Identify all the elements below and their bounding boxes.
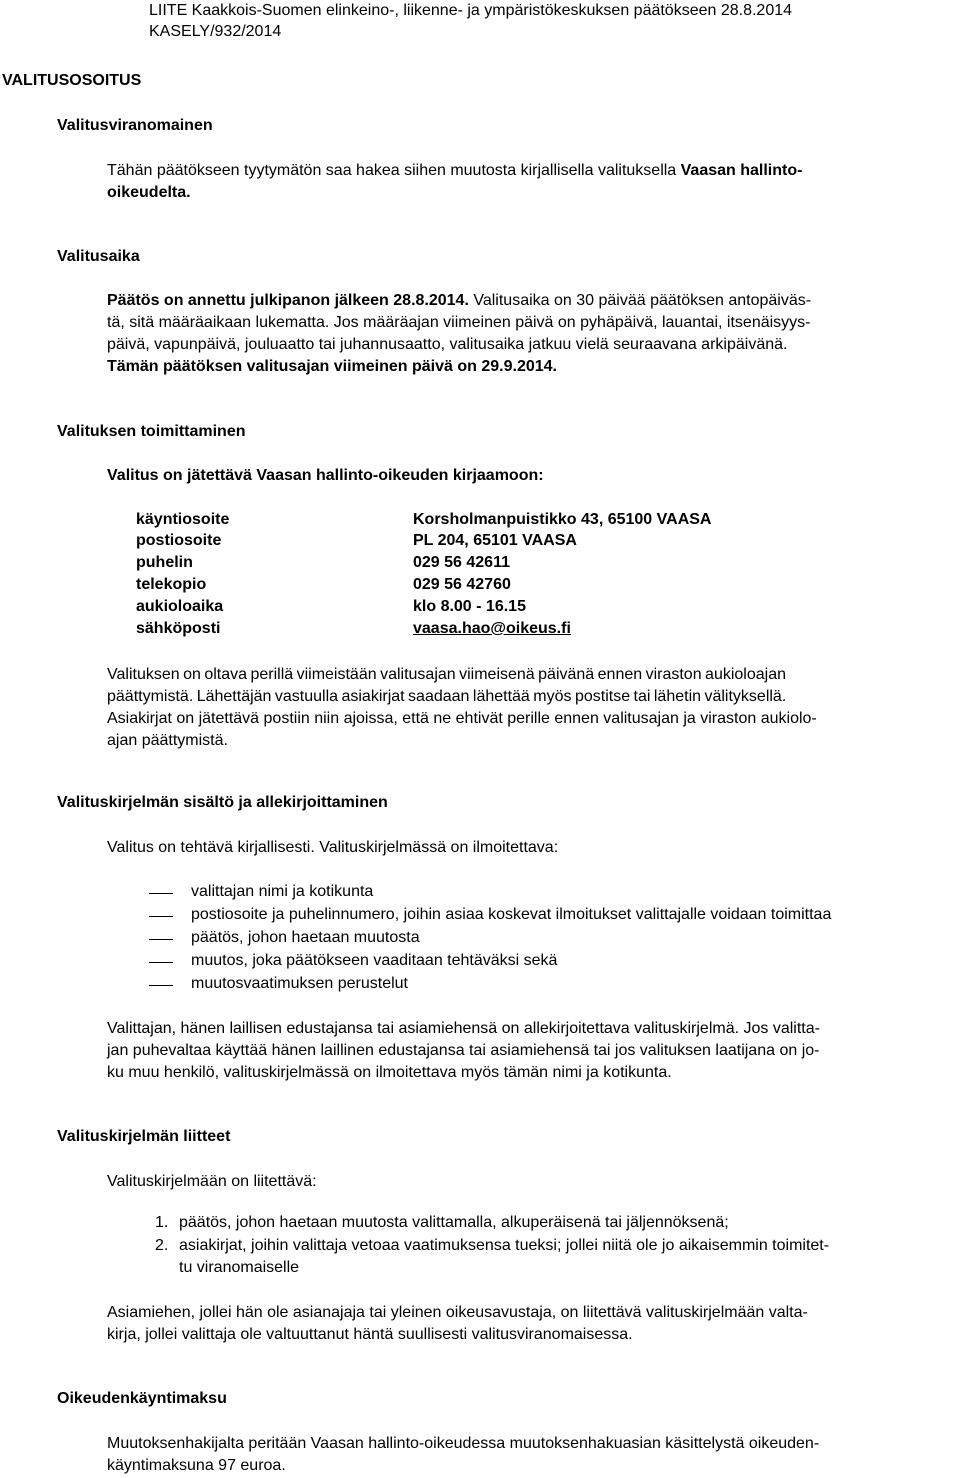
maksu-para-line-2: käyntimaksuna 97 euroa. <box>107 1457 286 1474</box>
section-heading-valitusviranomainen: Valitusviranomainen <box>57 117 213 134</box>
list-item: muutos, joka päätökseen vaaditaan tehtäväksi sekä <box>191 952 558 969</box>
contact-label: puhelin <box>136 554 193 571</box>
email-link[interactable]: vaasa.hao@oikeus.fi <box>413 620 571 637</box>
section-heading-valitusaika: Valitusaika <box>57 248 140 265</box>
list-item: päätös, johon haetaan muutosta <box>191 929 420 946</box>
sisalto-para-line-3: ku muu henkilö, valituskirjelmässä on ilmoitettava myös tämän nimi ja kotikunta. <box>107 1064 672 1081</box>
decision-date-statement: Päätös on annettu julkipanon jälkeen 28.8.2014. <box>107 292 469 309</box>
dash-bullet <box>149 916 173 917</box>
document-header-line-1: LIITE Kaakkois-Suomen elinkeino-, liikenne- ja ympäristökeskuksen päätökseen 28.8.2014 <box>149 2 793 19</box>
contact-label: sähköposti <box>136 620 221 637</box>
dash-bullet <box>149 893 173 894</box>
numbered-item-number: 1. <box>155 1214 169 1231</box>
list-item: valittajan nimi ja kotikunta <box>191 883 374 900</box>
toimittaminen-para-line-3: Asiakirjat on jätettävä postiin niin ajoissa, että ne ehtivät perille ennen valitusajan ja viraston aukiolo- <box>107 710 817 727</box>
section-heading-sisalto: Valituskirjelmän sisältö ja allekirjoittaminen <box>57 794 388 811</box>
section-heading-toimittaminen: Valituksen toimittaminen <box>57 423 246 440</box>
valitusaika-line-2: tä, sitä määräaikaan lukematta. Jos määräajan viimeinen päivä on pyhäpäivä, lauantai, itsenäisyys- <box>107 314 811 331</box>
valitusaika-line-1 <box>107 290 811 312</box>
toimittaminen-para-line-2: päättymistä. Lähettäjän vastuulla asiakirjat saadaan lähettää myös postitse tai lähetin välityksellä. <box>107 688 787 705</box>
contact-value: PL 204, 65101 VAASA <box>413 532 577 549</box>
toimittaminen-intro: Valitus on jätettävä Vaasan hallinto-oikeuden kirjaamoon: <box>107 467 544 484</box>
toimittaminen-para-line-4: ajan päättymistä. <box>107 732 228 749</box>
contact-label: telekopio <box>136 576 207 593</box>
list-item: postiosoite ja puhelinnumero, joihin asiaa koskevat ilmoitukset valittajalle voidaan toimittaa <box>191 906 832 923</box>
dash-bullet <box>149 985 173 986</box>
sisalto-para-line-2: jan puhevaltaa käyttää hänen laillinen edustajansa tai asiamiehensä tai jos valituksen laatijana on jo- <box>107 1042 820 1059</box>
dash-bullet <box>149 962 173 963</box>
numbered-item-text-continued: tu viranomaiselle <box>179 1259 300 1276</box>
liitteet-para-line-2: kirja, jollei valittaja ole valtuuttanut häntä suullisesti valitusviranomaisessa. <box>107 1326 633 1343</box>
authority-name: Vaasan hallinto- <box>680 162 803 179</box>
valitusaika-line-3: päivä, vapunpäivä, jouluaatto tai juhannusaatto, valitusaika jatkuu vielä seuraavana arkipäivänä. <box>107 336 788 353</box>
toimittaminen-para-line-1: Valituksen on oltava perillä viimeistään valitusajan viimeisenä päivänä ennen viraston aukioloajan <box>107 666 786 683</box>
appeal-deadline: Tämän päätöksen valitusajan viimeinen päivä on 29.9.2014. <box>107 358 557 375</box>
main-title: VALITUSOSOITUS <box>2 72 142 89</box>
maksu-para-line-1: Muutoksenhakijalta peritään Vaasan hallinto-oikeudessa muutoksenhakuasian käsittelystä oikeuden- <box>107 1435 820 1452</box>
numbered-item-number: 2. <box>155 1237 169 1254</box>
contact-label: postiosoite <box>136 532 222 549</box>
contact-value: klo 8.00 - 16.15 <box>413 598 526 615</box>
numbered-item-text: asiakirjat, joihin valittaja vetoaa vaatimuksensa tueksi; jollei niitä ole jo aikaisemmin toimitet- <box>179 1237 830 1254</box>
valitusviranomainen-text: Tähän päätökseen tyytymätön saa hakea siihen muutosta kirjallisella valituksella <box>107 162 681 179</box>
liitteet-para-line-1: Asiamiehen, jollei hän ole asianajaja tai yleinen oikeusavustaja, on liitettävä valituskirjelmään valta- <box>107 1304 808 1321</box>
liitteet-intro: Valituskirjelmään on liitettävä: <box>107 1173 317 1190</box>
valitusviranomainen-line-1 <box>107 160 802 182</box>
sisalto-para-line-1: Valittajan, hänen laillisen edustajansa tai asiamiehensä on allekirjoitettava valituskirjelmä. Jos valitta- <box>107 1020 820 1037</box>
contact-value: 029 56 42760 <box>413 576 511 593</box>
contact-label: aukioloaika <box>136 598 224 615</box>
contact-value: Korsholmanpuistikko 43, 65100 VAASA <box>413 511 712 528</box>
numbered-item-text: päätös, johon haetaan muutosta valittamalla, alkuperäisenä tai jäljennöksenä; <box>179 1214 729 1231</box>
document-header-line-2: KASELY/932/2014 <box>149 23 282 40</box>
contact-label: käyntiosoite <box>136 511 230 528</box>
section-heading-maksu: Oikeudenkäyntimaksu <box>57 1390 227 1407</box>
sisalto-intro: Valitus on tehtävä kirjallisesti. Valituskirjelmässä on ilmoitettava: <box>107 839 559 856</box>
list-item: muutosvaatimuksen perustelut <box>191 975 408 992</box>
valitusviranomainen-line-2: oikeudelta. <box>107 184 191 201</box>
section-heading-liitteet: Valituskirjelmän liitteet <box>57 1128 231 1145</box>
valitusaika-text: Valitusaika on 30 päivää päätöksen antopäiväs- <box>468 292 812 309</box>
contact-value: 029 56 42611 <box>413 554 510 571</box>
dash-bullet <box>149 939 173 940</box>
